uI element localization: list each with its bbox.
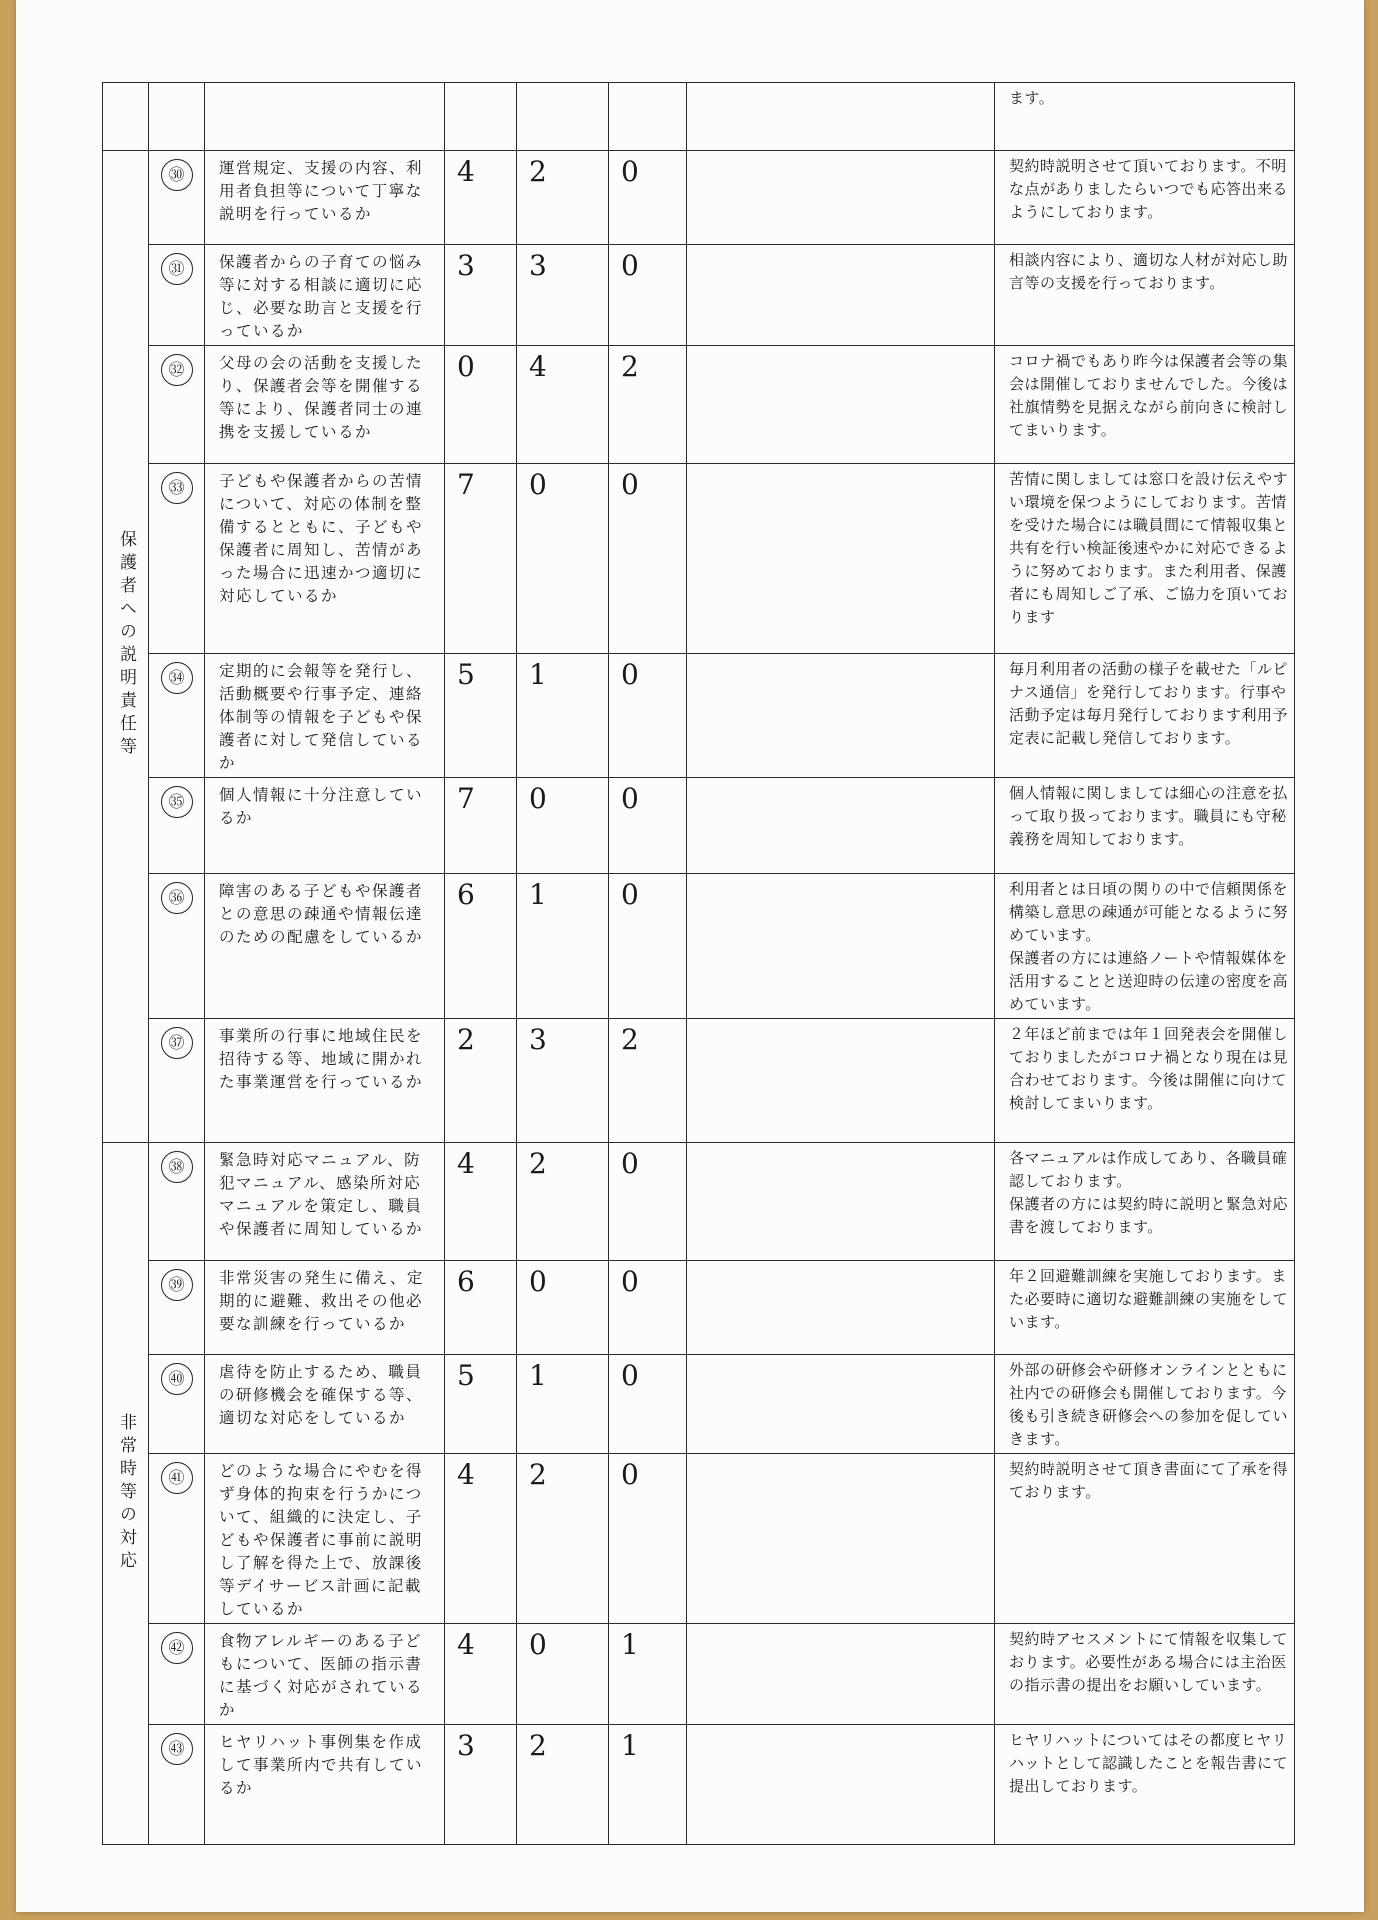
remark-cell [995,1355,1295,1454]
blank-cell [687,151,995,245]
remark-cell [995,1261,1295,1355]
score-yes: 4 [457,1147,475,1180]
number-cell [149,1143,205,1261]
item-cell [205,1454,445,1624]
number-cell [149,1355,205,1454]
score-cell [445,464,517,654]
score-cell [445,654,517,778]
item-number: ㊵ [161,1363,193,1395]
score-cell [445,874,517,1019]
remark-cell [995,778,1295,874]
remark-text: 契約時説明させて頂いております。不明な点がありましたらいつでも応答出来るようにしております。 [1009,157,1289,221]
item-number: ㊴ [161,1269,193,1301]
score-yes: 5 [457,1359,475,1392]
score-cell [517,1355,609,1454]
score-cell [517,1019,609,1143]
remark-text: ヒヤリハットについてはその都度ヒヤリハットとして認識したことを報告書にて提出しております。 [1009,1731,1289,1795]
score-no: 0 [621,1147,639,1180]
item-text: 食物アレルギーのある子どもについて、医師の指示書に基づく対応がされているか [219,1632,424,1719]
score-neutral: 2 [529,1458,547,1491]
remark-text: ２年ほど前までは年１回発表会を開催しておりましたがコロナ禍となり現在は見合わせております。今後は開催に向けて検討してまいります。 [1009,1025,1289,1112]
score-no: 0 [621,468,639,501]
remark-cell [995,83,1295,151]
number-cell [149,1019,205,1143]
score-yes: 7 [457,468,475,501]
score-cell [445,346,517,464]
number-cell [149,346,205,464]
score-cell [445,778,517,874]
score-cell [445,1624,517,1725]
item-text: ヒヤリハット事例集を作成して事業所内で共有しているか [219,1733,424,1797]
remark-cell [995,1624,1295,1725]
score-cell [609,245,687,346]
score-cell [445,1019,517,1143]
score-yes: 6 [457,878,475,911]
number-cell [149,245,205,346]
item-number: ㉟ [161,786,193,818]
score-cell [517,1261,609,1355]
remark-text: 相談内容により、適切な人材が対応し助言等の支援を行っております。 [1009,251,1289,292]
score-no: 2 [621,1023,639,1056]
score-cell [445,245,517,346]
score-cell [609,1143,687,1261]
remark-cell [995,1019,1295,1143]
category-cell [103,83,149,151]
score-yes: 3 [457,249,475,282]
item-text: 定期的に会報等を発行し、活動概要や行事予定、連絡体制等の情報を子どもや保護者に対して発信しているか [219,662,424,772]
item-text: 個人情報に十分注意しているか [219,786,424,827]
item-text: 保護者からの子育ての悩み等に対する相談に適切に応じ、必要な助言と支援を行っているか [219,253,424,340]
table-row [103,346,1295,464]
remark-text: ます。 [1009,89,1055,107]
remark-text: 利用者とは日頃の関りの中で信頼関係を構築し意思の疎通が可能となるように努めています。 保護者の方には連絡ノートや情報媒体を活用することと送迎時の伝達の密度を高めています。 [1009,880,1289,1013]
score-yes: 3 [457,1729,475,1762]
score-neutral: 1 [529,1359,547,1392]
item-text: 子どもや保護者からの苦情について、対応の体制を整備するとともに、子どもや保護者に周知し、苦情があった場合に迅速かつ適切に対応しているか [219,472,424,605]
score-neutral: 4 [529,350,547,383]
remark-cell [995,245,1295,346]
score-neutral: 1 [529,658,547,691]
table-row [103,1454,1295,1624]
item-cell [205,245,445,346]
item-text: 緊急時対応マニュアル、防犯マニュアル、感染所対応マニュアルを策定し、職員や保護者に周知しているか [219,1151,424,1238]
number-cell [149,654,205,778]
number-cell [149,464,205,654]
item-number: ㉝ [161,472,193,504]
score-cell [609,1624,687,1725]
item-text: どのような場合にやむを得ず身体的拘束を行うかについて、組織的に決定し、子どもや保護者に事前に説明し了解を得た上で、放課後等デイサービス計画に記載しているか [219,1462,424,1618]
table-row [103,778,1295,874]
score-cell [609,778,687,874]
item-text: 障害のある子どもや保護者との意思の疎通や情報伝達のための配慮をしているか [219,882,424,946]
score-neutral: 0 [529,468,547,501]
blank-cell [687,83,995,151]
number-cell [149,1454,205,1624]
blank-cell [687,1261,995,1355]
score-cell [517,464,609,654]
item-cell [205,1261,445,1355]
score-neutral: 3 [529,249,547,282]
score-cell [517,346,609,464]
score-neutral: 2 [529,1147,547,1180]
item-number: ㉞ [161,662,193,694]
score-yes: 5 [457,658,475,691]
table-row [103,1261,1295,1355]
score-neutral: 0 [529,1628,547,1661]
score-yes: 4 [457,155,475,188]
item-text: 事業所の行事に地域住民を招待する等、地域に開かれた事業運営を行っているか [219,1027,424,1091]
item-number: ㉚ [161,159,193,191]
item-cell [205,346,445,464]
score-cell [609,1019,687,1143]
score-no: 0 [621,1265,639,1298]
score-cell [517,778,609,874]
blank-cell [687,1454,995,1624]
remark-cell [995,151,1295,245]
item-text: 運営規定、支援の内容、利用者負担等について丁寧な説明を行っているか [219,159,424,223]
score-cell [609,654,687,778]
remark-cell [995,874,1295,1019]
score-cell [445,151,517,245]
score-cell [609,151,687,245]
score-cell [609,83,687,151]
score-yes: 6 [457,1265,475,1298]
item-text: 父母の会の活動を支援したり、保護者会等を開催する等により、保護者同士の連携を支援しているか [219,354,424,441]
number-cell [149,151,205,245]
table-row [103,1725,1295,1845]
table-row [103,1624,1295,1725]
paper-sheet [16,0,1364,1912]
item-cell [205,1143,445,1261]
item-number: ㊱ [161,882,193,914]
table-row [103,1355,1295,1454]
score-no: 1 [621,1628,639,1661]
score-no: 1 [621,1729,639,1762]
score-cell [609,1355,687,1454]
remark-cell [995,1454,1295,1624]
item-cell [205,778,445,874]
score-cell [517,1624,609,1725]
score-cell [517,874,609,1019]
item-text: 虐待を防止するため、職員の研修機会を確保する等、適切な対応をしているか [219,1363,424,1427]
score-yes: 4 [457,1628,475,1661]
blank-cell [687,1355,995,1454]
category-label: 非常時等の対応 [116,1413,136,1574]
item-number: ㉜ [161,354,193,386]
remark-cell [995,1725,1295,1845]
remark-cell [995,346,1295,464]
score-cell [517,151,609,245]
number-cell [149,1725,205,1845]
score-cell [517,245,609,346]
item-text: 非常災害の発生に備え、定期的に避難、救出その他必要な訓練を行っているか [219,1269,424,1333]
score-neutral: 1 [529,878,547,911]
remark-cell [995,464,1295,654]
item-cell [205,151,445,245]
score-cell [517,83,609,151]
score-neutral: 3 [529,1023,547,1056]
score-neutral: 0 [529,782,547,815]
score-cell [517,1143,609,1261]
remark-text: 苦情に関しましては窓口を設け伝えやすい環境を保つようにしております。苦情を受けた場合には職員間にて情報収集と共有を行い検証後速やかに対応できるように努めております。また利用者、保護者にも周知しご了承、ご協力を頂いております [1009,470,1289,626]
table-row [103,654,1295,778]
score-cell [445,1454,517,1624]
number-cell [149,1624,205,1725]
score-cell [609,464,687,654]
item-number: ㊲ [161,1027,193,1059]
remark-cell [995,654,1295,778]
score-yes: 2 [457,1023,475,1056]
category-cell [103,1143,149,1845]
item-number: ㊸ [161,1733,193,1765]
item-number: ㉛ [161,253,193,285]
blank-cell [687,874,995,1019]
score-cell [609,874,687,1019]
number-cell [149,874,205,1019]
category-cell [103,151,149,1143]
blank-cell [687,778,995,874]
score-cell [609,1454,687,1624]
category-label: 保護者への説明責任等 [116,529,136,760]
item-cell [205,1355,445,1454]
score-yes: 4 [457,1458,475,1491]
item-number: ㊷ [161,1632,193,1664]
blank-cell [687,464,995,654]
table-row [103,464,1295,654]
score-no: 0 [621,1359,639,1392]
score-yes: 7 [457,782,475,815]
item-cell [205,1725,445,1845]
remark-text: コロナ禍でもあり昨今は保護者会等の集会は開催しておりませんでした。今後は社旗情勢を見据えながら前向きに検討してまいります。 [1009,352,1289,439]
table-row [103,83,1295,151]
score-no: 0 [621,249,639,282]
score-cell [445,1725,517,1845]
remark-text: 契約時アセスメントにて情報を収集しております。必要性がある場合には主治医の指示書の提出をお願いしています。 [1009,1630,1288,1694]
table-row [103,1143,1295,1261]
remark-cell [995,1143,1295,1261]
score-cell [517,1454,609,1624]
score-no: 0 [621,782,639,815]
score-neutral: 2 [529,155,547,188]
number-cell [149,1261,205,1355]
blank-cell [687,245,995,346]
score-no: 0 [621,1458,639,1491]
score-neutral: 2 [529,1729,547,1762]
score-cell [445,1261,517,1355]
table-row [103,874,1295,1019]
item-number: ㊳ [161,1151,193,1183]
table-row [103,151,1295,245]
score-no: 0 [621,878,639,911]
item-cell [205,1624,445,1725]
table-row [103,245,1295,346]
number-cell [149,778,205,874]
remark-text: 年２回避難訓練を実施しております。また必要時に適切な避難訓練の実施をしています。 [1009,1267,1289,1331]
score-neutral: 0 [529,1265,547,1298]
item-cell [205,874,445,1019]
score-cell [445,83,517,151]
score-no: 0 [621,658,639,691]
blank-cell [687,654,995,778]
remark-text: 各マニュアルは作成してあり、各職員確認しております。 保護者の方には契約時に説明と緊急対応書を渡しております。 [1009,1149,1289,1236]
blank-cell [687,346,995,464]
score-cell [517,654,609,778]
remark-text: 個人情報に関しましては細心の注意を払って取り扱っております。職員にも守秘義務を周知しております。 [1009,784,1289,848]
score-cell [517,1725,609,1845]
score-yes: 0 [457,350,475,383]
blank-cell [687,1725,995,1845]
blank-cell [687,1624,995,1725]
number-cell [149,83,205,151]
score-cell [445,1355,517,1454]
item-cell [205,1019,445,1143]
score-no: 0 [621,155,639,188]
remark-text: 外部の研修会や研修オンラインとともに社内での研修会も開催しております。今後も引き続き研修会への参加を促していきます。 [1009,1361,1289,1448]
table-row [103,1019,1295,1143]
remark-text: 契約時説明させて頂き書面にて了承を得ております。 [1009,1460,1289,1501]
blank-cell [687,1019,995,1143]
score-cell [609,1725,687,1845]
score-cell [445,1143,517,1261]
score-cell [609,346,687,464]
item-cell [205,464,445,654]
item-cell [205,654,445,778]
score-cell [609,1261,687,1355]
score-no: 2 [621,350,639,383]
remark-text: 毎月利用者の活動の様子を載せた「ルピナス通信」を発行しております。行事や活動予定は毎月発行しております利用予定表に記載し発信しております。 [1009,660,1289,747]
item-cell [205,83,445,151]
evaluation-table [102,82,1295,1845]
item-number: ㊶ [161,1462,193,1494]
blank-cell [687,1143,995,1261]
